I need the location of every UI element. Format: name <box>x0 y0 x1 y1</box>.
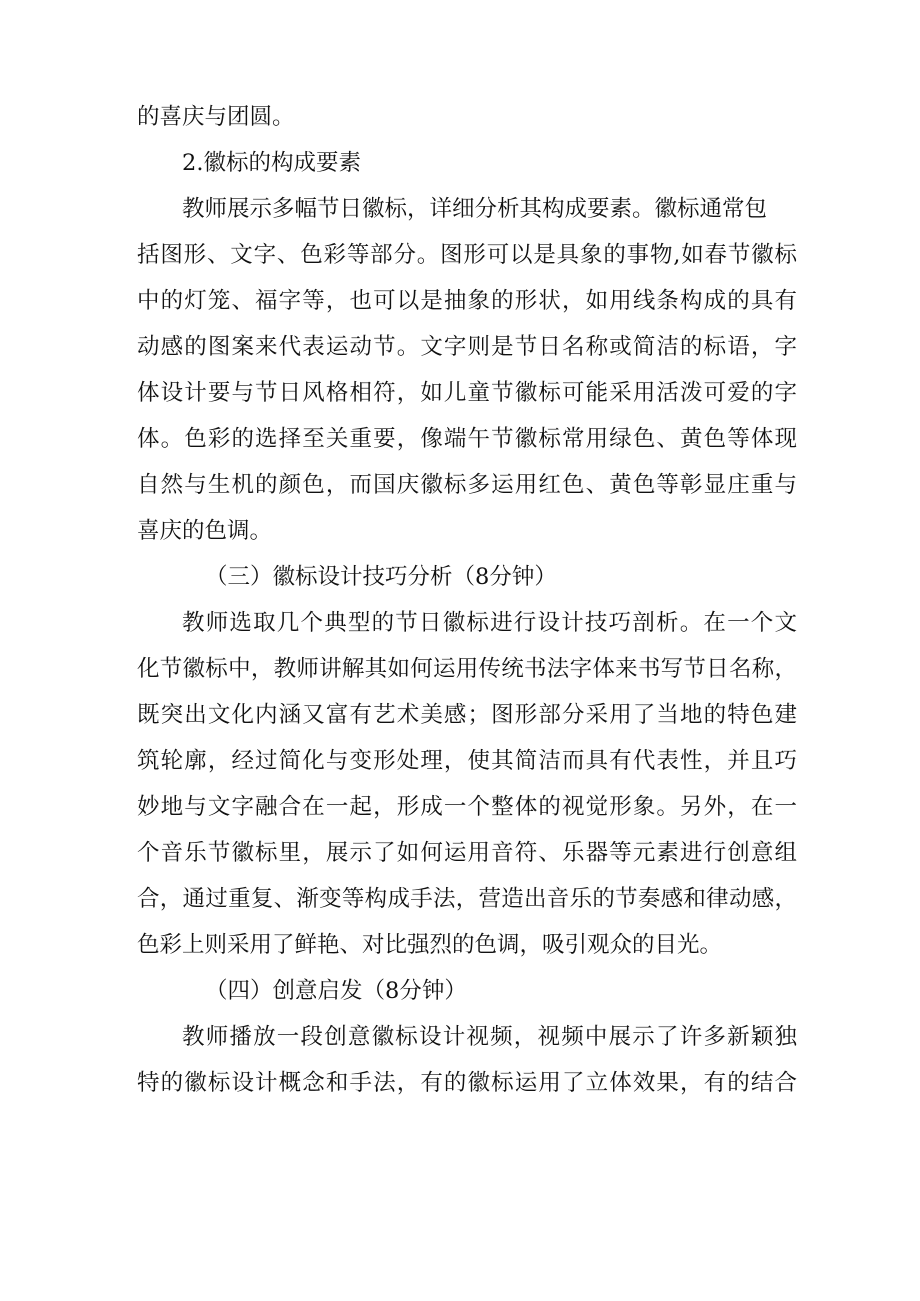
paragraph-line: 教师播放一段创意徽标设计视频，视频中展示了许多新颖独 <box>182 1024 797 1050</box>
paragraph-line: 动感的图案来代表运动节。文字则是节日名称或简洁的标语，字 <box>137 334 797 360</box>
paragraph-line: 教师选取几个典型的节日徽标进行设计技巧剖析。在一个文 <box>182 610 797 636</box>
paragraph-line: 体设计要与节日风格相符，如儿童节徽标可能采用活泼可爱的字 <box>137 380 797 406</box>
paragraph-line: 教师展示多幅节日徽标，详细分析其构成要素。徽标通常包 <box>182 196 768 222</box>
paragraph-line: 特的徽标设计概念和手法，有的徽标运用了立体效果，有的结合 <box>137 1070 797 1096</box>
paragraph-line: 体。色彩的选择至关重要，像端午节徽标常用绿色、黄色等体现 <box>137 426 797 452</box>
paragraph-line: 喜庆的色调。 <box>137 518 273 544</box>
paragraph-line: 妙地与文字融合在一起，形成一个整体的视觉形象。另外，在一 <box>137 794 797 820</box>
paragraph-line: 括图形、文字、色彩等部分。图形可以是具象的事物,如春节徽标 <box>137 242 797 268</box>
paragraph-line: 自然与生机的颜色，而国庆徽标多运用红色、黄色等彰显庄重与 <box>137 472 797 498</box>
section-heading: 2.徽标的构成要素 <box>182 150 361 176</box>
paragraph-line: 中的灯笼、福字等，也可以是抽象的形状，如用线条构成的具有 <box>137 288 797 314</box>
section-heading: （三）徽标设计技巧分析（8分钟） <box>205 564 557 590</box>
section-heading: （四）创意启发（8分钟） <box>205 978 467 1004</box>
paragraph-line: 个音乐节徽标里，展示了如何运用音符、乐器等元素进行创意组 <box>137 840 797 866</box>
paragraph-line: 的喜庆与团圆。 <box>137 104 295 130</box>
paragraph-line: 既突出文化内涵又富有艺术美感；图形部分采用了当地的特色建 <box>137 702 797 728</box>
paragraph-line: 化节徽标中，教师讲解其如何运用传统书法字体来书写节日名称， <box>137 656 797 682</box>
paragraph-line: 色彩上则采用了鲜艳、对比强烈的色调，吸引观众的目光。 <box>137 932 723 958</box>
paragraph-line: 合，通过重复、渐变等构成手法，营造出音乐的节奏感和律动感， <box>137 886 797 912</box>
paragraph-line: 筑轮廓，经过简化与变形处理，使其简洁而具有代表性，并且巧 <box>137 748 797 774</box>
